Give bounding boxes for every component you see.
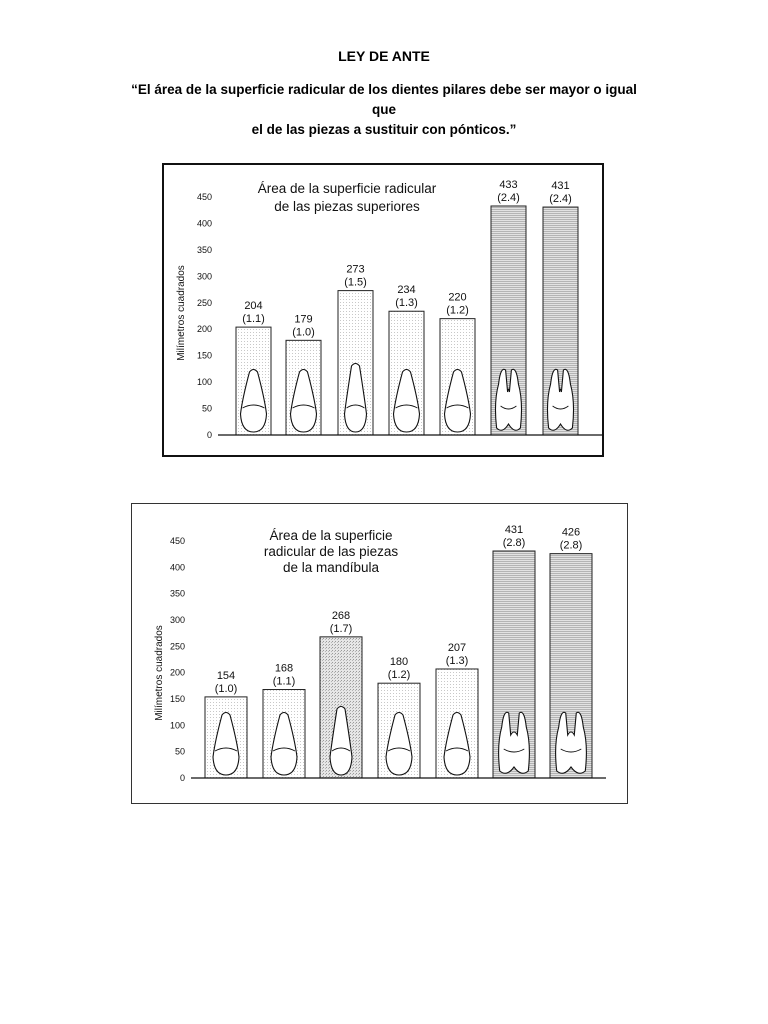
bar-ratio-label: (1.5)	[344, 276, 367, 289]
chart-title-line-1: Área de la superficie radicular	[257, 181, 437, 196]
bar-value-label: 220	[448, 291, 467, 304]
bar-ratio-label: (1.3)	[445, 654, 469, 667]
law-quote-line-1: “El área de la superficie radicular de los dientes pilares debe ser mayor o igual que	[131, 82, 637, 117]
bar-ratio-label: (1.0)	[214, 682, 238, 695]
document-title: LEY DE ANTE	[338, 48, 430, 64]
upper-teeth-root-area-chart	[162, 163, 604, 457]
bar-value-label: 179	[294, 313, 313, 326]
y-tick-label: 400	[169, 562, 185, 573]
y-tick-label: 250	[196, 297, 212, 308]
chart-title-line-3: de la mandíbula	[282, 560, 380, 575]
bar-ratio-label: (1.2)	[387, 669, 411, 682]
y-tick-label: 150	[196, 350, 212, 361]
bar-ratio-label: (1.1)	[242, 313, 265, 326]
bar-ratio-label: (1.0)	[292, 326, 315, 339]
bar-ratio-label: (2.4)	[497, 191, 520, 204]
y-axis-label: Milímetros cuadrados	[154, 625, 165, 721]
bar-value-label: 207	[447, 641, 467, 654]
bar-ratio-label: (1.7)	[329, 622, 353, 635]
bar-ratio-label: (1.3)	[395, 297, 418, 310]
mandible-teeth-root-area-chart	[131, 503, 629, 805]
chart-title-line-1: Área de la superficie	[269, 528, 393, 543]
bar-value-label: 431	[504, 524, 524, 537]
bar-ratio-label: (1.2)	[446, 304, 469, 317]
y-tick-label: 50	[174, 746, 185, 757]
y-tick-label: 300	[196, 271, 212, 282]
bar-value-label: 234	[397, 284, 416, 297]
y-tick-label: 100	[196, 377, 212, 388]
y-tick-label: 350	[169, 588, 185, 599]
y-tick-label: 0	[179, 773, 185, 783]
y-tick-label: 50	[201, 403, 212, 414]
law-quote	[120, 80, 648, 140]
bar-value-label: 204	[244, 300, 263, 313]
y-tick-label: 200	[169, 667, 185, 678]
bar-ratio-label: (2.4)	[549, 193, 572, 206]
y-tick-label: 200	[196, 324, 212, 335]
bar-value-label: 268	[331, 609, 351, 622]
chart-title-line-2: radicular de las piezas	[263, 544, 399, 559]
bar-ratio-label: (2.8)	[502, 537, 526, 550]
bar-value-label: 431	[551, 180, 570, 193]
bar-value-label: 426	[561, 526, 581, 539]
y-tick-label: 250	[169, 641, 185, 652]
y-tick-label: 100	[169, 720, 185, 731]
y-tick-label: 300	[169, 615, 185, 625]
y-tick-label: 450	[169, 536, 185, 546]
bar-ratio-label: (1.1)	[272, 675, 296, 688]
y-tick-label: 350	[196, 244, 212, 255]
y-axis-label: Milímetros cuadrados	[176, 265, 187, 361]
chart-title-line-2: de las piezas superiores	[274, 199, 420, 214]
y-tick-label: 150	[169, 694, 185, 704]
y-tick-label: 0	[206, 430, 212, 440]
bar-value-label: 180	[389, 656, 409, 669]
y-tick-label: 400	[196, 218, 212, 229]
y-tick-label: 450	[196, 192, 212, 202]
bar-ratio-label: (2.8)	[559, 539, 583, 552]
bar-value-label: 154	[216, 669, 236, 682]
law-quote-line-2: el de las piezas a sustituir con pónticos.”	[251, 122, 517, 137]
bar-value-label: 168	[274, 662, 294, 675]
bar-value-label: 433	[499, 178, 518, 191]
bar-value-label: 273	[346, 263, 365, 276]
